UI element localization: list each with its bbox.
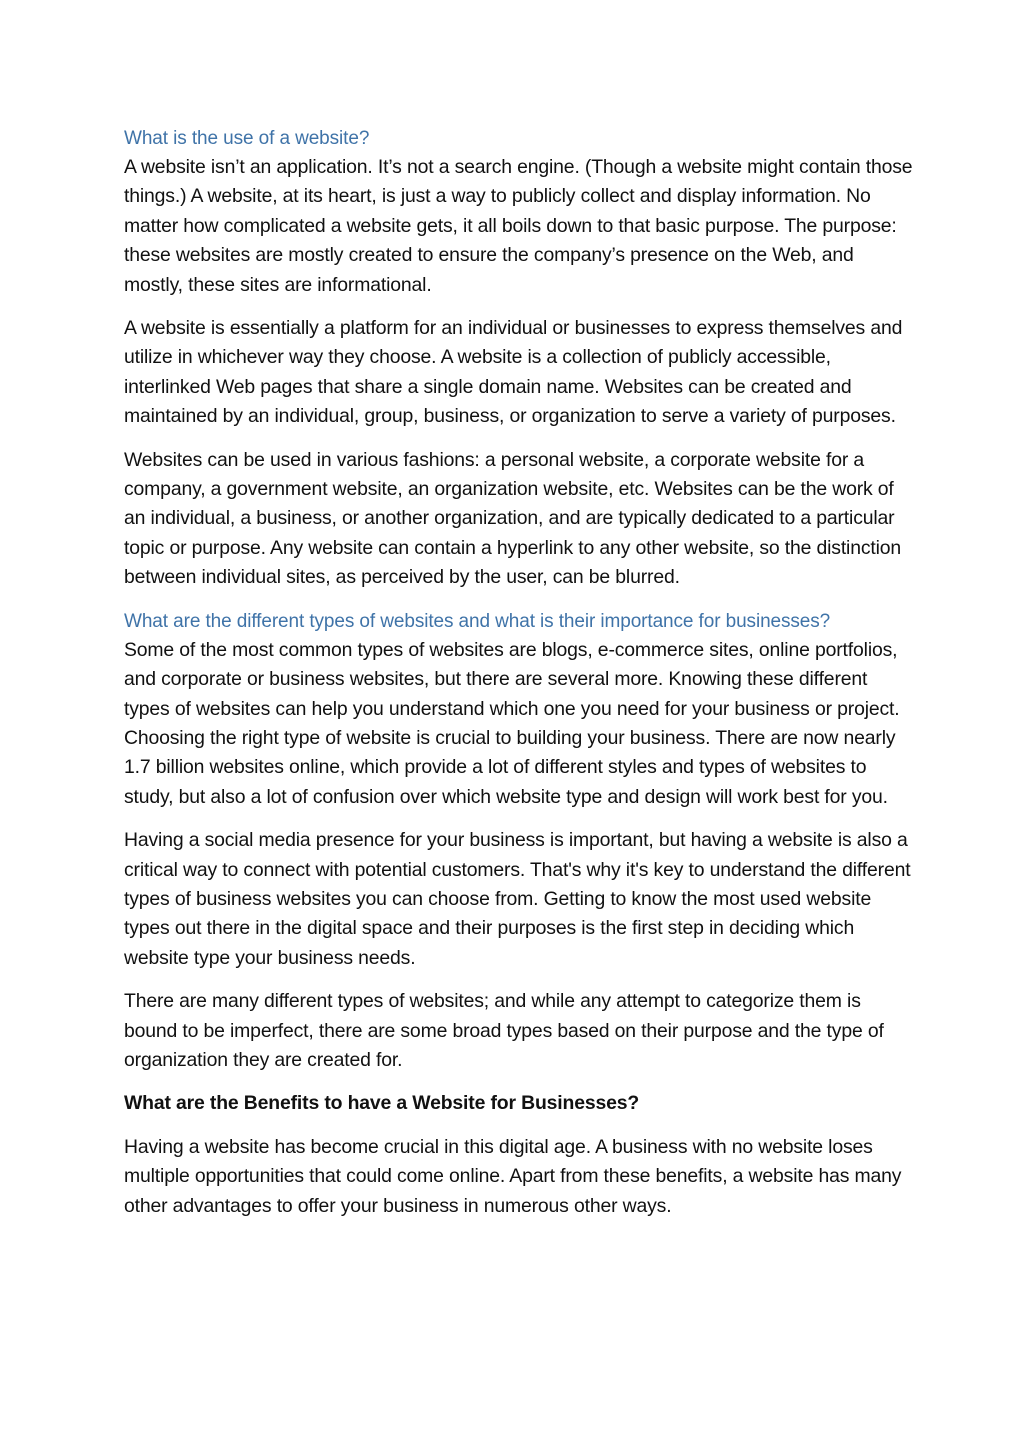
paragraph: Some of the most common types of websites are blogs, e-commerce sites, online portfolios, and corporate or business websites, but there are several more. Knowing these different types of websites can help you understand which one you need for your business or project. Choosing the right type of website is crucial to building your business. There are now nearly 1.7 billion websites online, which provide a lot of different styles and types of websites to study, but also a lot of confusion over which website type and design will work best for you.: [124, 638, 900, 808]
section-heading-types-of-websites: What are the different types of websites and what is their importance for businesses?: [124, 610, 831, 632]
paragraph: There are many different types of websites; and while any attempt to categorize them is bound to be imperfect, there are some broad types based on their purpose and the type of organization they are created for.: [124, 990, 884, 1071]
document-page: [124, 124, 914, 1235]
paragraph: Having a social media presence for your business is important, but having a website is also a critical way to connect with potential customers. That's why it's key to understand the different types of business websites you can choose from. Getting to know the most used website types out there in the digital space and their purposes is the first step in deciding which website type your business needs.: [124, 829, 911, 969]
section-heading-use-of-website: What is the use of a website?: [124, 128, 370, 149]
paragraph: Websites can be used in various fashions: a personal website, a corporate website for a company, a government website, an organization website, etc. Websites can be the work of an individual, a business, or another organization, and are typically dedicated to a particular topic or purpose. Any website can contain a hyperlink to any other website, so the distinction between individual sites, as perceived by the user, can be blurred.: [124, 448, 902, 589]
paragraph: A website is essentially a platform for an individual or businesses to express themselves and utilize in whichever way they choose. A website is a collection of publicly accessible, interlinked Web pages that share a single domain name. Websites can be created and maintained by an individual, group, business, or organization to serve a variety of purposes.: [124, 317, 903, 428]
paragraph: A website isn’t an application. It’s not a search engine. (Though a website might contain those things.) A website, at its heart, is just a way to publicly collect and display information. No matter how complicated a website gets, it all boils down to that basic purpose. The purpose: these websites are mostly created to ensure the company’s presence on the Web, and mostly, these sites are informational.: [124, 156, 913, 296]
paragraph: Having a website has become crucial in this digital age. A business with no website loses multiple opportunities that could come online. Apart from these benefits, a website has many other advantages to offer your business in numerous other ways.: [124, 1135, 902, 1217]
section-heading-benefits: What are the Benefits to have a Website for Businesses?: [124, 1092, 640, 1115]
